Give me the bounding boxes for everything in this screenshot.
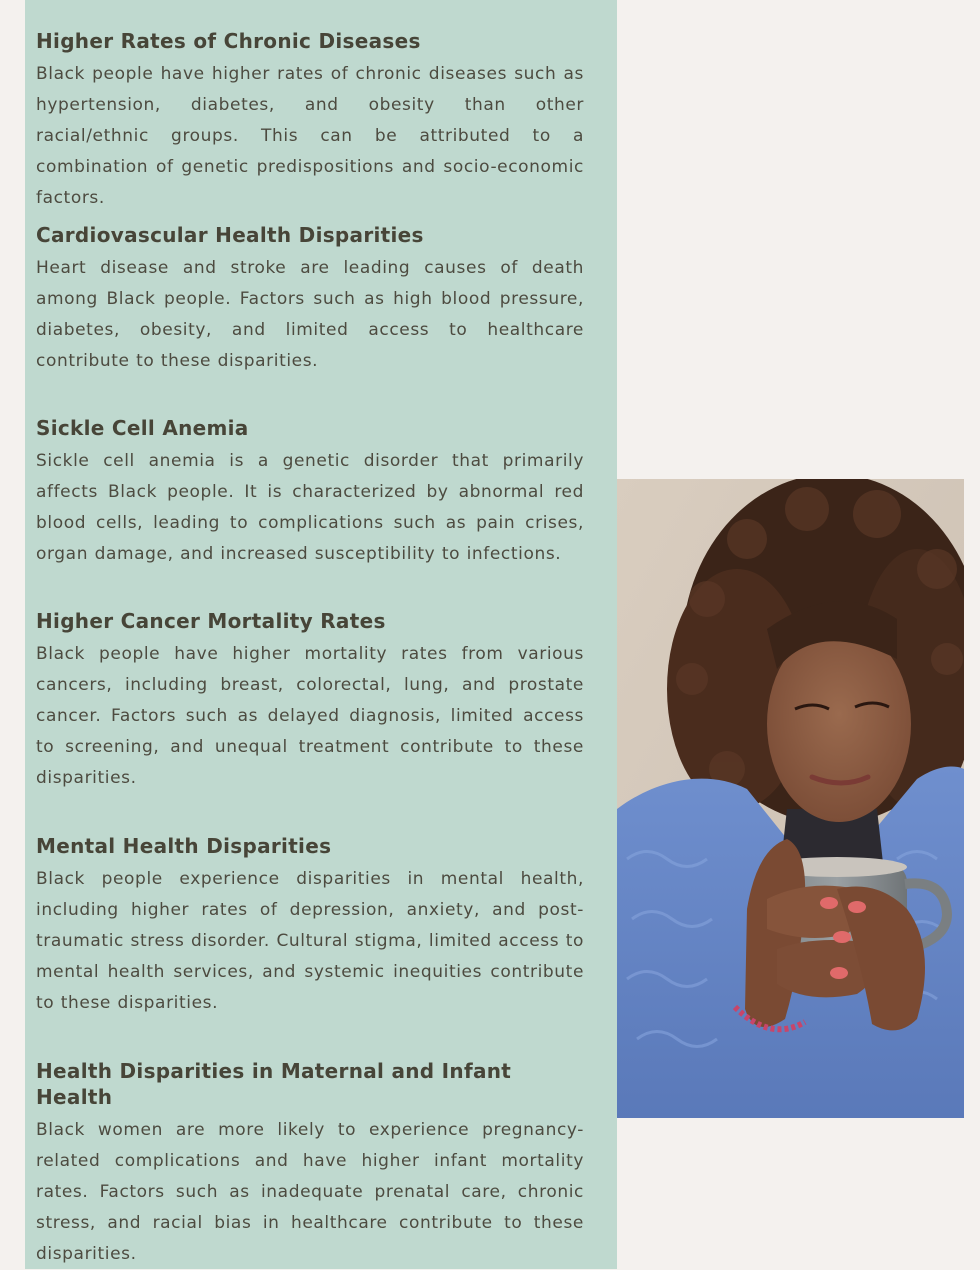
section-sickle-cell <box>36 415 584 570</box>
woman-with-mug-photo <box>617 479 964 1118</box>
section-body: Sickle cell anemia is a genetic disorder that primarily affects Black people. It is characterized by abnormal red blood cells, leading to complications such as pain crises, organ damage, and increased susceptibility to infections. <box>36 451 584 565</box>
section-cardiovascular <box>36 222 584 377</box>
section-heading: Sickle Cell Anemia <box>36 416 249 440</box>
section-heading: Mental Health Disparities <box>36 834 332 858</box>
section-body: Black people have higher mortality rates from various cancers, including breast, colorectal, lung, and prostate cancer. Factors such as delayed diagnosis, limited access to screening, and unequal treatment contribute to these disparities. <box>36 644 584 789</box>
section-heading: Higher Rates of Chronic Diseases <box>36 29 421 53</box>
section-body: Black women are more likely to experience pregnancy-related complications and have higher infant mortality rates. Factors such as inadequate prenatal care, chronic stress, and racial bias in healthcare contribute to these disparities. <box>36 1120 584 1265</box>
section-body: Black people experience disparities in mental health, including higher rates of depression, anxiety, and post-traumatic stress disorder. Cultural stigma, limited access to mental health services, and systemic inequities contribute to these disparities. <box>36 869 584 1014</box>
section-mental-health <box>36 833 584 1019</box>
section-body: Black people have higher rates of chronic diseases such as hypertension, diabetes, and obesity than other racial/ethnic groups. This can be attributed to a combination of genetic predispositions and socio-economic factors. <box>36 64 584 209</box>
section-cancer-mortality <box>36 608 584 794</box>
section-maternal-infant <box>36 1058 584 1270</box>
section-body: Heart disease and stroke are leading causes of death among Black people. Factors such as high blood pressure, diabetes, obesity, and limited access to healthcare contribute to these disparities. <box>36 258 584 372</box>
section-heading: Cardiovascular Health Disparities <box>36 223 424 247</box>
section-heading: Higher Cancer Mortality Rates <box>36 609 386 633</box>
section-heading: Health Disparities in Maternal and Infant Health <box>36 1059 512 1109</box>
section-chronic-diseases <box>36 28 584 214</box>
